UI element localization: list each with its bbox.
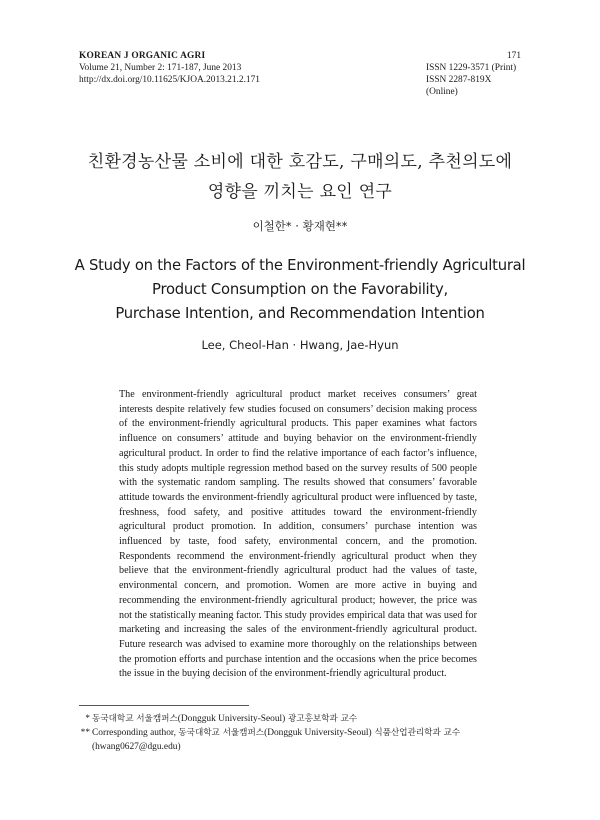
doi-link[interactable]: http://dx.doi.org/10.11625/KJOA.2013.21.2.171 xyxy=(79,75,260,85)
page-number: 171 xyxy=(506,51,521,61)
english-title xyxy=(30,254,570,326)
english-authors: Lee, Cheol-Han · Hwang, Jae-Hyun xyxy=(201,338,399,352)
department-kr: 광고홍보학과 교수 xyxy=(285,714,358,724)
footnote-marker: ** xyxy=(80,728,90,738)
affiliation-kr: 동국대학교 서울캠퍼스 xyxy=(178,728,265,738)
korean-title-line: 친환경농산물 소비에 대한 호감도, 구매의도, 추천의도에 xyxy=(87,152,513,172)
footnote-marker: * xyxy=(85,714,90,724)
affiliation-en: (Dongguk University-Seoul) xyxy=(264,728,372,738)
footnote-divider xyxy=(79,705,249,706)
footnote-text xyxy=(92,712,539,726)
journal-header xyxy=(79,50,260,86)
korean-authors: 이철한* · 황재현** xyxy=(252,219,348,233)
affiliation-kr: 동국대학교 서울캠퍼스 xyxy=(92,714,178,724)
department-kr: 식품산업관리학과 교수 xyxy=(371,728,461,738)
issn-online: ISSN 2287-819X (Online) xyxy=(426,75,492,97)
issn-header xyxy=(426,50,521,98)
affiliation-en: (Dongguk University-Seoul) xyxy=(177,714,286,724)
abstract: The environment-friendly agricultural product market receives consumers’ great interests despite relatively few studies focused on consumers’ decision making process of the environment-friendly agricultural products. This paper examines what factors influence on consumers’ attitude and buying behavior on the environment-friendly agricultural product. In order to find the relative importance of each factor’s influence, this study adopts multiple regression method based on the survey results of 500 people with the systematic random sampling. The results showed that consumers’ favorable attitude towards the environment-friendly agricultural product were influenced by taste, freshness, food safety, and positive attitudes toward the environment-friendly agricultural product promotion. In addition, consumers’ purchase intention was influenced by taste, food safety, environmental concern, and the promotion. Respondents recommend the environment-friendly agricultural product when they believe that the environment-friendly agricultural product had the values of taste, environmental concern, and promotion. Women are more active in buying and recommending the environment-friendly agricultural product; however, the price was not the statistically meaning factor. This study provides empirical data that was used for marketing and increasing the sales of the environment-friendly agricultural product. Future research was advised to examine more thoroughly on the relationships between the promotion efforts and purchase intention and the occasions when the price becomes the issue in the buying decision of the environment-friendly agricultural product. xyxy=(119,389,477,680)
volume-info: Volume 21, Number 2: 171-187, June 2013 xyxy=(79,63,242,73)
english-title-line: Product Consumption on the Favorability, xyxy=(152,281,448,298)
footnote-text xyxy=(92,726,539,754)
corresponding-label: Corresponding author, xyxy=(92,728,179,738)
footnotes xyxy=(79,712,539,754)
korean-title-line: 영향을 끼치는 요인 연구 xyxy=(207,182,393,202)
footnote-1 xyxy=(79,712,539,726)
korean-title xyxy=(40,147,560,207)
email-link[interactable]: (hwang0627@dgu.edu) xyxy=(92,742,181,752)
english-title-line: A Study on the Factors of the Environment-friendly Agricultural xyxy=(74,257,526,274)
english-title-line: Purchase Intention, and Recommendation Intention xyxy=(115,305,485,322)
footnote-2 xyxy=(79,726,539,754)
journal-name: KOREAN J ORGANIC AGRI xyxy=(79,51,206,61)
issn-print: ISSN 1229-3571 (Print) xyxy=(426,63,517,73)
